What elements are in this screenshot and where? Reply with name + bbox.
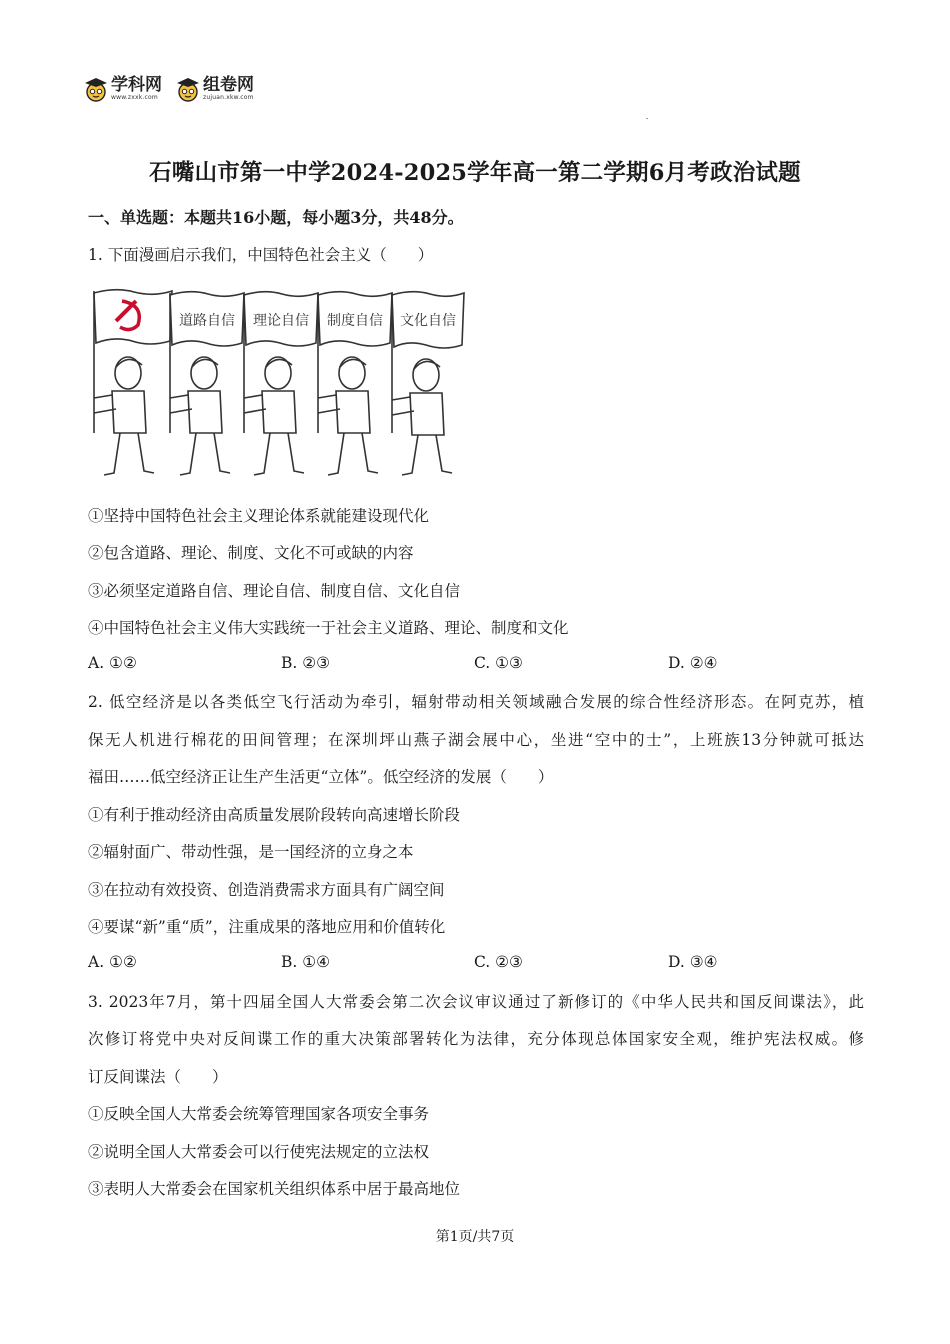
q2-stem-line: 福田……低空经济正让生产生活更“立体”。低空经济的发展（ ） xyxy=(88,768,554,786)
q3-stem-line: 订反间谍法（ ） xyxy=(88,1068,228,1086)
q2-option-d[interactable]: D. ③④ xyxy=(668,953,718,971)
q1-statement: ①坚持中国特色社会主义理论体系就能建设现代化 xyxy=(88,507,430,525)
q3-statement: ③表明人大常委会在国家机关组织体系中居于最高地位 xyxy=(88,1180,461,1198)
q1-option-d[interactable]: D. ②④ xyxy=(668,654,718,672)
stray-dot xyxy=(646,118,648,119)
q1-stem: 1. 下面漫画启示我们，中国特色社会主义（ ） xyxy=(88,246,434,264)
q1-statement: ④中国特色社会主义伟大实践统一于社会主义道路、理论、制度和文化 xyxy=(88,619,569,637)
q1-statement: ③必须坚定道路自信、理论自信、制度自信、文化自信 xyxy=(88,582,461,600)
q2-statement: ①有利于推动经济由高质量发展阶段转向高速增长阶段 xyxy=(88,806,461,824)
graduation-cap-face-icon xyxy=(176,76,200,102)
logo-name: 学科网 xyxy=(111,75,162,95)
q1-option-c[interactable]: C. ①③ xyxy=(474,654,523,672)
logo-url: www.zxxk.com xyxy=(111,94,158,101)
header-logos xyxy=(84,72,254,106)
q1-statement: ②包含道路、理论、制度、文化不可或缺的内容 xyxy=(88,544,414,562)
logo-name: 组卷网 xyxy=(203,75,254,95)
q2-option-c[interactable]: C. ②③ xyxy=(474,953,523,971)
q1-option-a[interactable]: A. ①② xyxy=(88,654,137,672)
page-title: 石嘴山市第一中学2024-2025学年高一第二学期6月考政治试题 xyxy=(149,160,801,186)
q1-option-b[interactable]: B. ②③ xyxy=(281,654,331,672)
q2-option-b[interactable]: B. ①④ xyxy=(281,953,331,971)
logo-zujuanwang[interactable] xyxy=(176,72,254,106)
q1-cartoon xyxy=(86,283,466,483)
q2-option-a[interactable]: A. ①② xyxy=(88,953,137,971)
q3-statement: ②说明全国人大常委会可以行使宪法规定的立法权 xyxy=(88,1143,430,1161)
q2-stem-line: 2. 低空经济是以各类低空飞行活动为牵引，辐射带动相关领域融合发展的综合性经济形态。在阿克苏，植 xyxy=(88,693,864,711)
q2-statement: ④要谋“新”重“质”，注重成果的落地应用和价值转化 xyxy=(88,918,446,936)
q3-stem-line: 次修订将党中央对反间谍工作的重大决策部署转化为法律，充分体现总体国家安全观，维护宪法权威。修 xyxy=(88,1030,864,1048)
q3-stem-line: 3. 2023年7月，第十四届全国人大常委会第二次会议审议通过了新修订的《中华人民共和国反间谍法》，此 xyxy=(88,993,864,1011)
page-footer: 第1页/共7页 xyxy=(435,1229,515,1245)
q2-stem-line: 保无人机进行棉花的田间管理；在深圳坪山燕子湖会展中心，坐进“空中的士”，上班族13分钟就可抵达 xyxy=(88,731,864,749)
graduation-cap-face-icon xyxy=(84,76,108,102)
q1-flag-label: 道路自信 xyxy=(179,313,235,329)
q3-statement: ①反映全国人大常委会统筹管理国家各项安全事务 xyxy=(88,1105,430,1123)
q1-flag-label: 文化自信 xyxy=(400,313,456,329)
q2-statement: ②辐射面广、带动性强，是一国经济的立身之本 xyxy=(88,843,414,861)
section-heading: 一、单选题：本题共16小题，每小题3分，共48分。 xyxy=(88,208,464,227)
q1-flag-label: 理论自信 xyxy=(253,313,309,329)
q1-flag-label: 制度自信 xyxy=(327,313,383,329)
logo-url: zujuan.xkw.com xyxy=(203,94,254,101)
logo-xuekewang[interactable] xyxy=(84,72,162,106)
q2-statement: ③在拉动有效投资、创造消费需求方面具有广阔空间 xyxy=(88,881,445,899)
